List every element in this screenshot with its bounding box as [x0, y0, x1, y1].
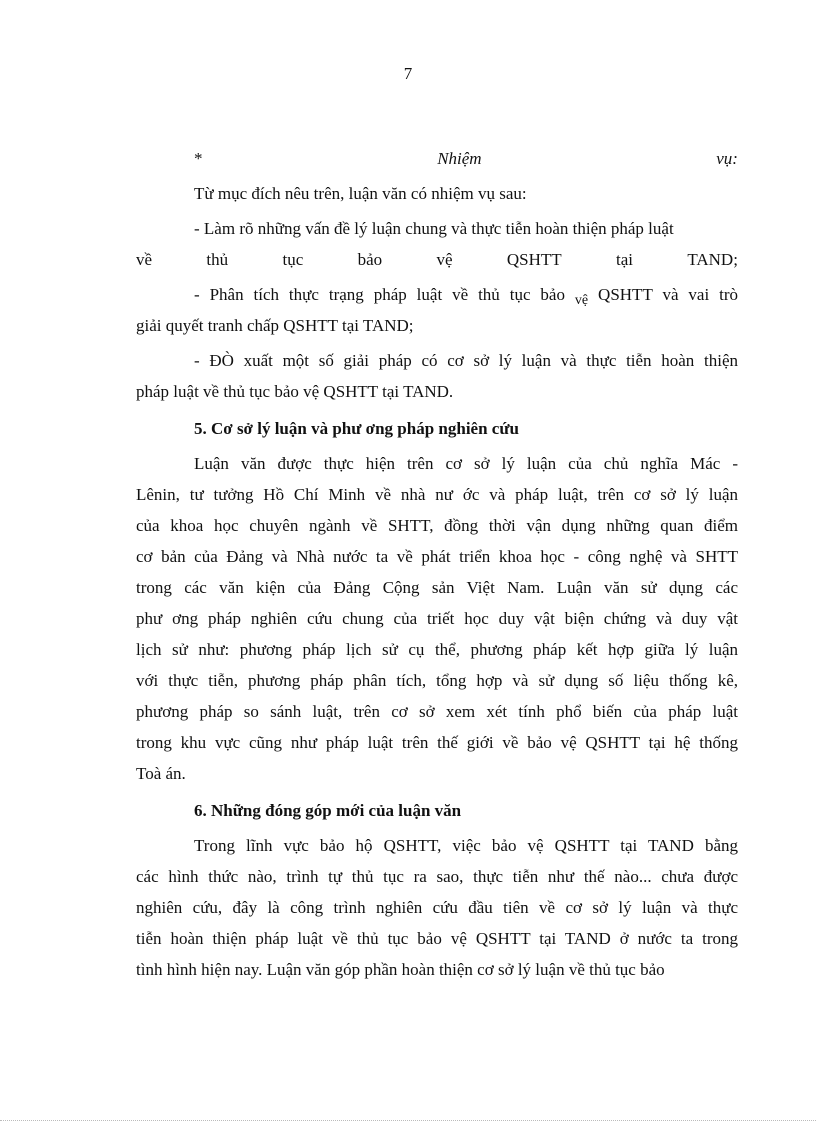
task-2-line-2: giải quyết tranh chấp QSHTT tại TAND;: [136, 316, 414, 335]
paragraph-line: trong khu vực cũng như pháp luật trên thế giới về bảo vệ QSHTT tại hệ thống: [136, 733, 738, 752]
section-5-paragraph: [136, 448, 738, 789]
paragraph-line: phư ơng pháp nghiên cứu chung của triết học duy vật biện chứng và duy vật: [136, 609, 738, 628]
paragraph-line: trong các văn kiện của Đảng Cộng sản Việt Nam. Luận văn sử dụng các: [136, 578, 738, 597]
paragraph-line: phương pháp so sánh luật, trên cơ sở xem xét tính phổ biến của pháp luật: [136, 702, 738, 721]
paragraph-line: Luận văn được thực hiện trên cơ sở lý luận của chủ nghĩa Mác -: [194, 454, 738, 473]
task-1-line-1: - Làm rõ những vấn đề lý luận chung và thực tiễn hoàn thiện pháp luật: [194, 219, 674, 238]
tasks-header-word: Nhiệm: [437, 149, 482, 168]
paragraph-line: với thực tiễn, phương pháp phân tích, tổng hợp và sử dụng số liệu thống kê,: [136, 671, 738, 690]
paragraph-line: nghiên cứu, đây là công trình nghiên cứu đầu tiên về cơ sở lý luận và thực: [136, 898, 738, 917]
paragraph-line: Toà án.: [136, 764, 186, 783]
bullet-star: *: [194, 149, 203, 168]
page-number: 7: [403, 64, 413, 83]
paragraph-line: tình hình hiện nay. Luận văn góp phần hoàn thiện cơ sở lý luận về thủ tục bảo: [136, 960, 665, 979]
paragraph-line: tiễn hoàn thiện pháp luật về thủ tục bảo vệ QSHTT tại TAND ở nước ta trong: [136, 929, 738, 948]
section-6-paragraph: [136, 830, 738, 985]
page-bottom-border: [0, 1120, 816, 1121]
paragraph-line: lịch sử như: phương pháp lịch sử cụ thể, phương pháp kết hợp giữa lý luận: [136, 640, 738, 659]
task-2-line-1: - Phân tích thực trạng pháp luật về thủ tục bảo $_{vệ}$ QSHTT và vai trò: [194, 285, 739, 308]
tasks-header-word: vụ:: [716, 149, 738, 168]
section-5-heading: 5. Cơ sở lý luận và phư ơng pháp nghiên cứu: [194, 419, 520, 438]
task-3-line-1: - ĐÒ xuất một số giải pháp có cơ sở lý luận và thực tiễn hoàn thiện: [194, 351, 738, 370]
task-1-line-2: về thủ tục bảo vệ QSHTT tại TAND;: [136, 250, 738, 269]
document-body: [136, 143, 738, 985]
paragraph-line: cơ bản của Đảng và Nhà nước ta về phát triển khoa học - công nghệ và SHTT: [136, 547, 738, 566]
tasks-intro: Từ mục đích nêu trên, luận văn có nhiệm vụ sau:: [194, 184, 527, 203]
section-6-heading: 6. Những đóng góp mới của luận văn: [194, 801, 462, 820]
tasks-header: [136, 143, 738, 174]
task-3-line-2: pháp luật về thủ tục bảo vệ QSHTT tại TAND.: [136, 382, 454, 401]
paragraph-line: của khoa học chuyên ngành về SHTT, đồng thời vận dụng những quan điểm: [136, 516, 738, 535]
paragraph-line: Lênin, tư tưởng Hồ Chí Minh về nhà nư ớc và pháp luật, trên cơ sở lý luận: [136, 485, 738, 504]
paragraph-line: Trong lĩnh vực bảo hộ QSHTT, việc bảo vệ QSHTT tại TAND bằng: [194, 836, 738, 855]
paragraph-line: các hình thức nào, trình tự thủ tục ra sao, thực tiễn như thế nào... chưa được: [136, 867, 738, 886]
